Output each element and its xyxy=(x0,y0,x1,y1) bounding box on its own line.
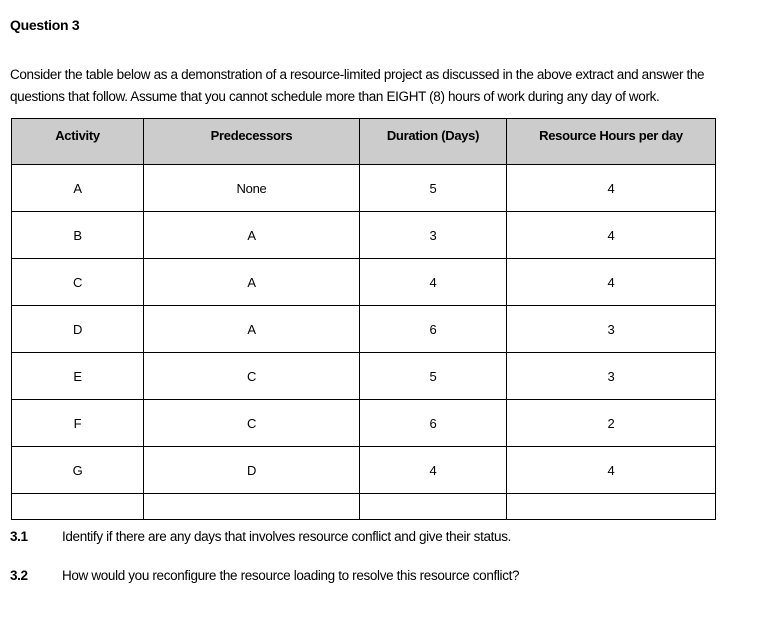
cell-activity: G xyxy=(12,447,144,494)
cell-resource-hours: 4 xyxy=(507,212,716,259)
header-duration: Duration (Days) xyxy=(360,119,507,165)
cell-empty xyxy=(144,494,360,520)
table-row-empty xyxy=(12,494,716,520)
cell-duration: 6 xyxy=(360,400,507,447)
table-row xyxy=(12,212,716,259)
cell-duration: 6 xyxy=(360,306,507,353)
table-row xyxy=(12,165,716,212)
cell-activity: B xyxy=(12,212,144,259)
cell-predecessors: D xyxy=(144,447,360,494)
cell-activity: F xyxy=(12,400,144,447)
table-row xyxy=(12,353,716,400)
cell-resource-hours: 4 xyxy=(507,259,716,306)
intro-line-2: questions that follow. Assume that you cannot schedule more than EIGHT (8) hours of work during any day of work. xyxy=(10,89,660,104)
sub-question-text: Identify if there are any days that involves resource conflict and give their status. xyxy=(62,529,511,544)
header-activity: Activity xyxy=(12,119,144,165)
sub-question-number: 3.1 xyxy=(10,529,28,544)
cell-activity: A xyxy=(12,165,144,212)
cell-activity: D xyxy=(12,306,144,353)
cell-resource-hours: 3 xyxy=(507,306,716,353)
cell-predecessors: A xyxy=(144,259,360,306)
sub-question-3-1 xyxy=(10,529,750,549)
cell-resource-hours: 4 xyxy=(507,447,716,494)
cell-duration: 5 xyxy=(360,353,507,400)
cell-resource-hours: 2 xyxy=(507,400,716,447)
cell-empty xyxy=(360,494,507,520)
sub-question-number: 3.2 xyxy=(10,568,28,583)
cell-resource-hours: 3 xyxy=(507,353,716,400)
sub-question-text: How would you reconfigure the resource loading to resolve this resource conflict? xyxy=(62,568,520,583)
cell-empty xyxy=(507,494,716,520)
table-header-row xyxy=(12,119,716,165)
cell-duration: 4 xyxy=(360,259,507,306)
cell-predecessors: A xyxy=(144,306,360,353)
cell-duration: 5 xyxy=(360,165,507,212)
table-row xyxy=(12,400,716,447)
question-intro xyxy=(10,64,730,108)
table-row xyxy=(12,306,716,353)
table-row xyxy=(12,259,716,306)
resource-table xyxy=(11,118,716,520)
cell-activity: E xyxy=(12,353,144,400)
header-resource-hours: Resource Hours per day xyxy=(507,119,716,165)
cell-resource-hours: 4 xyxy=(507,165,716,212)
intro-line-1: Consider the table below as a demonstration of a resource-limited project as discussed in the above extract and answer the xyxy=(10,67,705,82)
cell-empty xyxy=(12,494,144,520)
cell-activity: C xyxy=(12,259,144,306)
header-predecessors: Predecessors xyxy=(144,119,360,165)
cell-predecessors: None xyxy=(144,165,360,212)
sub-question-3-2 xyxy=(10,568,750,588)
cell-duration: 3 xyxy=(360,212,507,259)
table-row xyxy=(12,447,716,494)
cell-duration: 4 xyxy=(360,447,507,494)
question-title: Question 3 xyxy=(10,17,80,33)
cell-predecessors: A xyxy=(144,212,360,259)
cell-predecessors: C xyxy=(144,400,360,447)
cell-predecessors: C xyxy=(144,353,360,400)
